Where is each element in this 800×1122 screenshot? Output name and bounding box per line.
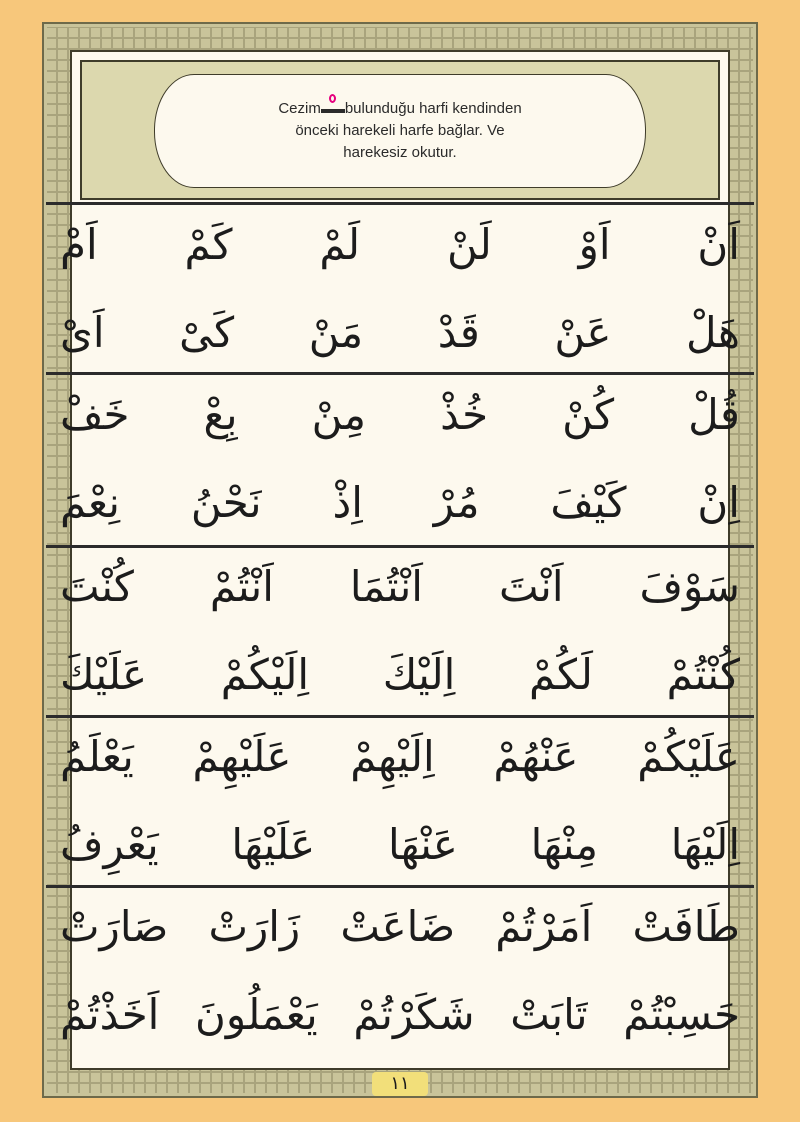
word-row [60,302,740,362]
section-divider [46,372,754,375]
arabic-word: خَفْ [60,389,130,439]
arabic-word: عَلَيْكُمْ [637,731,740,781]
arabic-word: خُذْ [440,389,489,439]
arabic-word: يَعْرِفُ [60,819,159,869]
page-number: ١١ [372,1072,428,1096]
arabic-word: عَنْهَا [387,819,458,869]
arabic-word: مَنْ [308,307,364,357]
section-divider [46,885,754,888]
rule-line1-part2: bulunduğu harfi kendinden [344,100,522,117]
arabic-word: كُنْ [562,389,615,439]
arabic-word: اَنْتُمْ [209,561,274,611]
section-divider [46,202,754,205]
arabic-word: بِعْ [203,389,238,439]
arabic-word: يَعْلَمُ [60,731,134,781]
arabic-word: عَنْهُمْ [493,731,579,781]
arabic-word: كَىْ [179,307,235,357]
arabic-word: اَىْ [60,307,105,357]
arabic-word: هَلْ [686,307,740,357]
word-row [60,214,740,274]
arabic-word: اَمْ [60,219,98,269]
arabic-word: اَوْ [578,219,611,269]
word-row [60,472,740,532]
arabic-word: كُنْتَ [60,561,134,611]
arabic-word: اَخَذْتُمْ [60,989,160,1039]
arabic-word: قُلْ [688,389,740,439]
arabic-word: اَنْ [697,219,740,269]
word-row [60,644,740,704]
word-row [60,814,740,874]
arabic-word: لَكُمْ [529,649,593,699]
arabic-word: قَدْ [437,307,480,357]
word-row [60,896,740,956]
arabic-word: اَنْتَ [498,561,564,611]
arabic-word: نِعْمَ [60,477,120,527]
arabic-word: اَمَرْتُمْ [495,901,593,951]
word-row [60,384,740,444]
rule-box [154,74,646,188]
arabic-word: يَعْمَلُونَ [194,989,318,1039]
arabic-word: اِنْ [697,477,740,527]
section-divider [46,545,754,548]
rule-line2: önceki harekeli harfe bağlar. Ve [295,122,505,139]
arabic-word: مُرْ [433,477,480,527]
rule-line3: harekesiz okutur. [343,144,457,161]
arabic-word: عَلَيْكَ [60,649,148,699]
arabic-word: نَحْنُ [190,477,262,527]
arabic-word: لَمْ [319,219,361,269]
arabic-word: حَسِبْتُمْ [623,989,740,1039]
arabic-word: صَارَتْ [60,901,169,951]
arabic-word: عَلَيْهِمْ [192,731,292,781]
arabic-word: ضَاعَتْ [340,901,456,951]
header-band [80,60,720,200]
arabic-word: مِنْهَا [530,819,598,869]
section-divider [46,715,754,718]
arabic-word: اِلَيْكُمْ [220,649,310,699]
arabic-word: اِلَيْكَ [382,649,456,699]
arabic-word: طَافَتْ [632,901,740,951]
arabic-word: عَلَيْهَا [231,819,316,869]
rule-line1-part1: Cezim [278,100,321,117]
arabic-word: شَكَرْتُمْ [353,989,475,1039]
rule-text [235,98,565,164]
word-row [60,984,740,1044]
arabic-word: اِلَيْهَا [670,819,740,869]
arabic-word: كُنْتُمْ [666,649,740,699]
word-row [60,726,740,786]
arabic-word: مِنْ [311,389,367,439]
arabic-word: لَنْ [446,219,492,269]
arabic-word: تَابَتْ [510,989,588,1039]
arabic-word: اِذْ [332,477,363,527]
arabic-word: سَوْفَ [639,561,740,611]
arabic-word: كَمْ [184,219,233,269]
arabic-word: اَنْتُمَا [349,561,423,611]
sukun-sample-icon [321,104,345,114]
word-row [60,556,740,616]
arabic-word: كَيْفَ [550,477,627,527]
arabic-word: عَنْ [554,307,612,357]
arabic-word: اِلَيْهِمْ [350,731,435,781]
arabic-word: زَارَتْ [208,901,301,951]
